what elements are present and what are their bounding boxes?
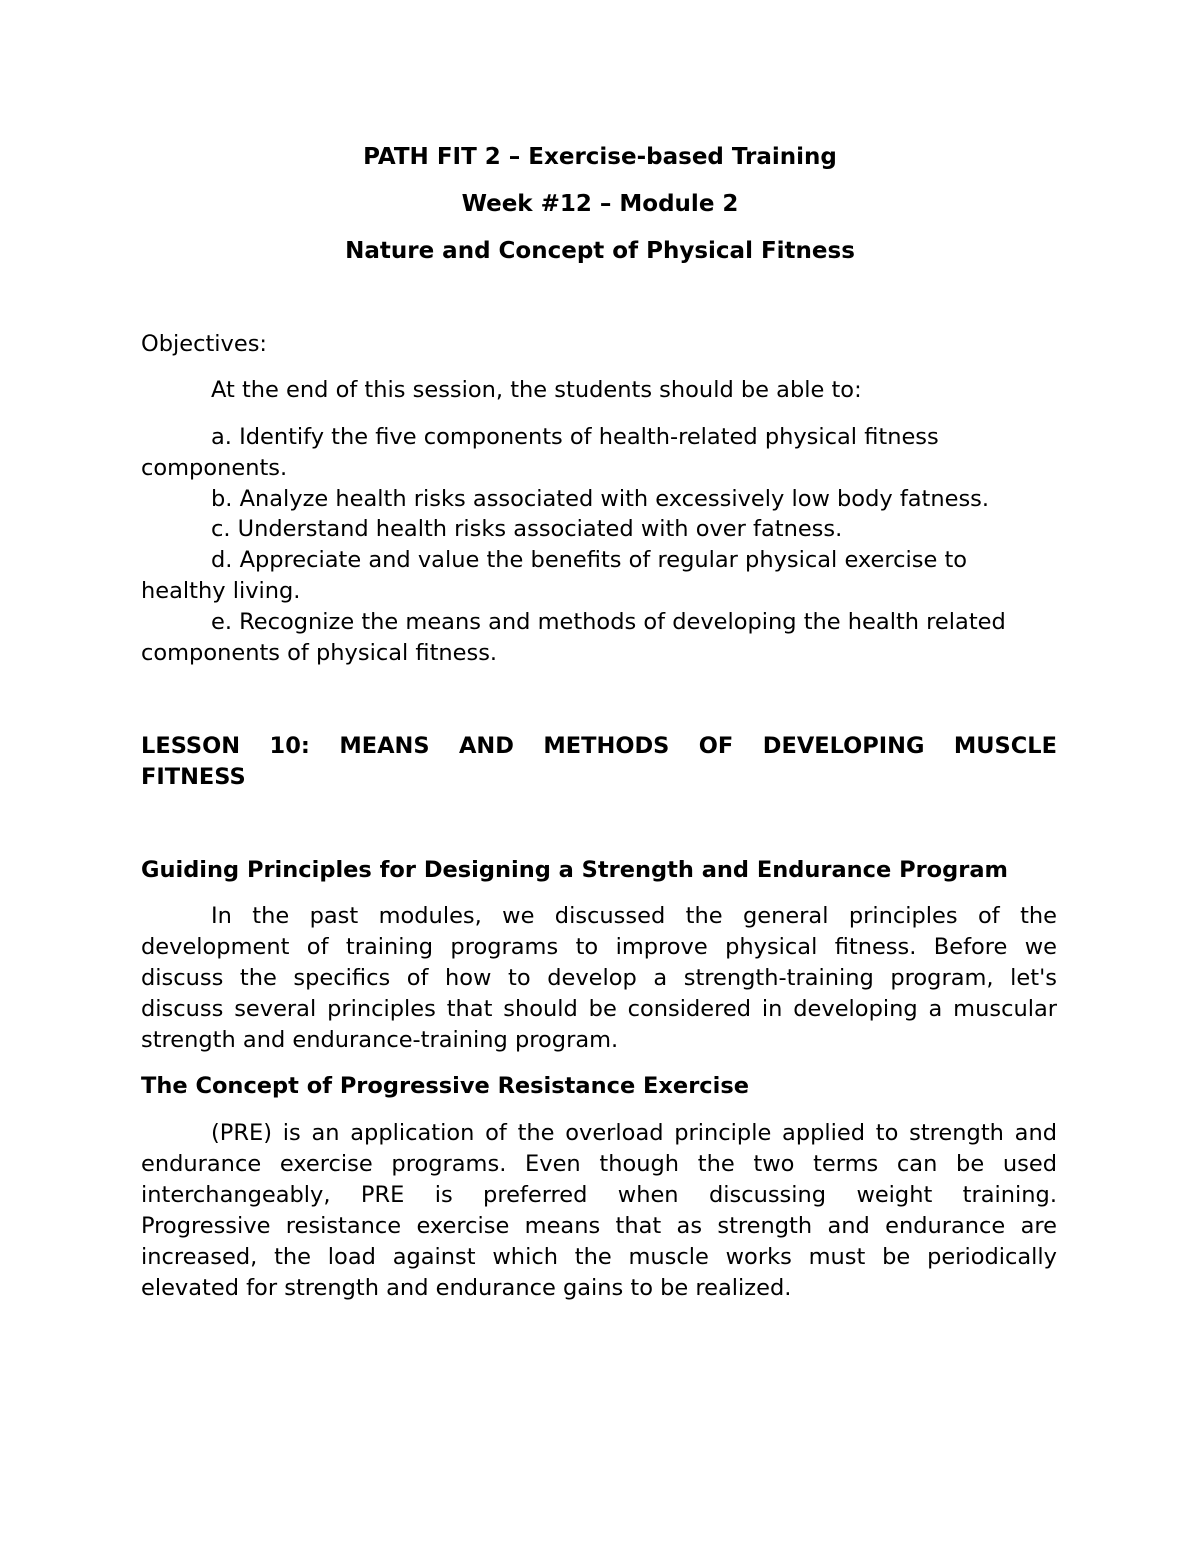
section2-line: Progressive resistance exercise means that as strength and endurance are <box>141 1213 1057 1239</box>
objectives-intro: At the end of this session, the students should be able to: <box>211 377 862 403</box>
course-title: PATH FIT 2 – Exercise-based Training <box>363 144 837 170</box>
section2-line: elevated for strength and endurance gains to be realized. <box>141 1275 792 1301</box>
objective-item-a-line1: a. Identify the five components of health-related physical fitness <box>211 424 939 450</box>
section-heading-progressive-resistance: The Concept of Progressive Resistance Exercise <box>141 1073 749 1099</box>
section2-line: endurance exercise programs. Even though the two terms can be used <box>141 1151 1057 1177</box>
objective-item-d-line2: healthy living. <box>141 578 301 604</box>
section2-line: interchangeably, PRE is preferred when discussing weight training. <box>141 1182 1057 1208</box>
section1-line: strength and endurance-training program. <box>141 1027 619 1053</box>
section2-line: (PRE) is an application of the overload principle applied to strength and <box>211 1120 1057 1146</box>
objective-item-d-line1: d. Appreciate and value the benefits of regular physical exercise to <box>211 547 968 573</box>
section1-line: development of training programs to improve physical fitness. Before we <box>141 934 1057 960</box>
lesson-title <box>141 731 1057 793</box>
section1-line: discuss the specifics of how to develop a strength-training program, let's <box>141 965 1057 991</box>
section1-line: In the past modules, we discussed the general principles of the <box>211 903 1057 929</box>
section-heading-guiding-principles: Guiding Principles for Designing a Strength and Endurance Program <box>141 857 1008 883</box>
lesson-title-line1: LESSON 10: MEANS AND METHODS OF DEVELOPING MUSCLE <box>141 733 1057 759</box>
module-topic-title: Nature and Concept of Physical Fitness <box>345 238 855 264</box>
objective-item-c: c. Understand health risks associated with over fatness. <box>211 516 843 542</box>
objective-item-e-line2: components of physical fitness. <box>141 640 498 666</box>
objectives-label: Objectives: <box>141 331 267 357</box>
section2-line: increased, the load against which the muscle works must be periodically <box>141 1244 1057 1270</box>
objective-item-a-line2: components. <box>141 455 288 481</box>
objective-item-b: b. Analyze health risks associated with excessively low body fatness. <box>211 486 990 512</box>
lesson-title-line2: FITNESS <box>141 764 246 790</box>
section2-paragraph <box>141 1118 1057 1304</box>
section1-line: discuss several principles that should be considered in developing a muscular <box>141 996 1057 1022</box>
section1-paragraph <box>141 901 1057 1056</box>
week-module-title: Week #12 – Module 2 <box>461 191 739 217</box>
objective-item-e-line1: e. Recognize the means and methods of developing the health related <box>211 609 1006 635</box>
